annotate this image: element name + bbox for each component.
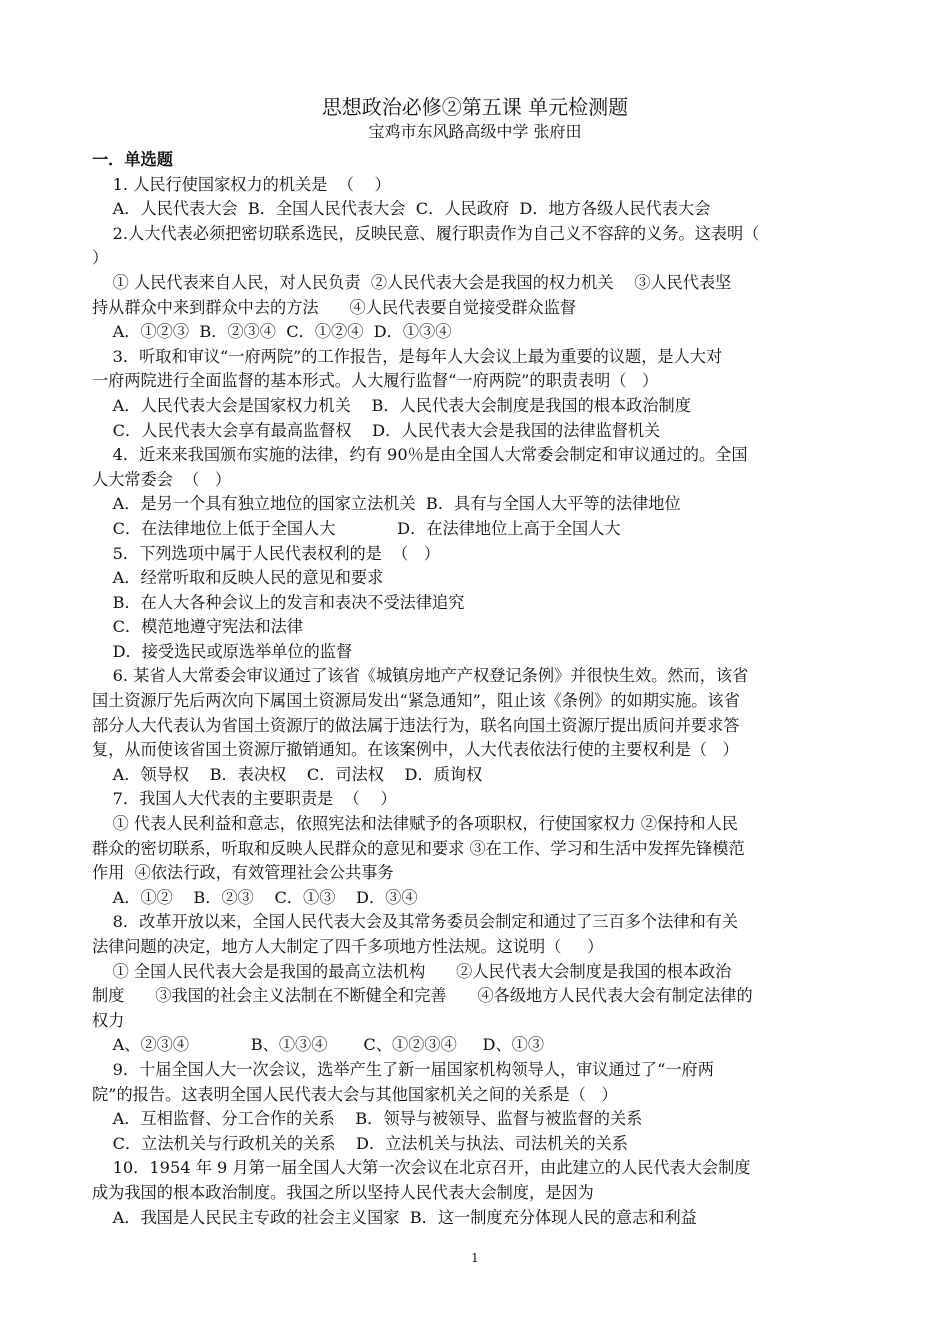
text-line: 1. 人民行使国家权力的机关是 （ ） <box>92 174 391 194</box>
page-number: 1 <box>471 1251 479 1265</box>
text-line: 成为我国的根本政治制度。我国之所以坚持人民代表大会制度，是因为 <box>92 1182 594 1202</box>
text-line: 复，从而使该省国土资源厅撤销通知。在该案例中，人大代表依法行使的主要权利是（ ） <box>92 740 739 760</box>
text-line: A．我国是人民民主专政的社会主义国家 B．这一制度充分体现人民的意志和利益 <box>92 1207 697 1227</box>
text-line: C．在法律地位上低于全国人大 D．在法律地位上高于全国人大 <box>92 518 621 538</box>
text-line: ） <box>92 248 109 268</box>
text-line: B．在人大各种会议上的发言和表决不受法律追究 <box>92 592 465 612</box>
text-line: 部分人大代表认为省国土资源厅的做法属于违法行为，联名向国土资源厅提出质问并要求答 <box>92 715 740 735</box>
text-line: 7．我国人大代表的主要职责是 （ ） <box>92 789 397 809</box>
text-line: 人大常委会 （ ） <box>92 469 232 489</box>
text-line: ① 人民代表来自人民，对人民负责 ②人民代表大会是我国的权力机关 ③人民代表坚 <box>92 272 732 292</box>
text-line: ① 代表人民利益和意志，依照宪法和法律赋予的各项职权，行使国家权力 ②保持和人民 <box>92 814 738 834</box>
text-line: C．立法机关与行政机关的关系 D．立法机关与执法、司法机关的关系 <box>92 1133 628 1153</box>
text-line: C．模范地遵守宪法和法律 <box>92 617 304 637</box>
text-line: A．是另一个具有独立地位的国家立法机关 B．具有与全国人大平等的法律地位 <box>92 494 681 514</box>
document-body <box>92 148 860 1230</box>
text-line: 5．下列选项中属于人民代表权利的是 （ ） <box>92 543 440 563</box>
text-line: 法律问题的决定，地方人大制定了四千多项地方性法规。这说明（ ） <box>92 937 604 956</box>
text-line: 作用 ④依法行政，有效管理社会公共事务 <box>92 863 394 883</box>
text-line: A．人民代表大会是国家权力机关 B．人民代表大会制度是我国的根本政治制度 <box>92 395 691 415</box>
text-line: A．人民代表大会 B．全国人民代表大会 C．人民政府 D．地方各级人民代表大会 <box>92 199 711 219</box>
text-line: 持从群众中来到群众中去的方法 ④人民代表要自觉接受群众监督 <box>92 297 577 317</box>
text-line: D．接受选民或原选举单位的监督 <box>92 641 353 661</box>
text-line: ① 全国人民代表大会是我国的最高立法机构 ②人民代表大会制度是我国的根本政治 <box>92 961 732 981</box>
text-line: 权力 <box>92 1010 125 1030</box>
text-line: 制度 ③我国的社会主义法制在不断健全和完善 ④各级地方人民代表大会有制定法律的 <box>92 986 753 1006</box>
text-line: 8．改革开放以来，全国人民代表大会及其常务委员会制定和通过了三百多个法律和有关 <box>92 912 739 932</box>
page-title: 思想政治必修②第五课 单元检测题 <box>321 95 629 119</box>
text-line: 10．1954 年 9 月第一届全国人大第一次会议在北京召开，由此建立的人民代表大会制度 <box>92 1158 751 1178</box>
text-line: 3．听取和审议“一府两院”的工作报告，是每年人大会议上最为重要的议题，是人大对 <box>92 346 723 366</box>
text-line: 国土资源厅先后两次向下属国土资源局发出“紧急通知”，阻止该《条例》的如期实施。该省 <box>92 691 740 711</box>
text-line: A．①② B．②③ C．①③ D．③④ <box>92 887 418 907</box>
text-line: A．①②③ B．②③④ C．①②④ D．①③④ <box>92 322 452 342</box>
text-line: A．领导权 B．表决权 C．司法权 D．质询权 <box>92 764 483 784</box>
text-line: 9．十届全国人大一次会议，选举产生了新一届国家机构领导人，审议通过了“一府两 <box>92 1059 714 1079</box>
text-line: 2.人大代表必须把密切联系选民，反映民意、履行职责作为自己义不容辞的义务。这表明（ <box>92 223 760 243</box>
text-line: A．互相监督、分工合作的关系 B．领导与被领导、监督与被监督的关系 <box>92 1109 643 1129</box>
page-subtitle: 宝鸡市东风路高级中学 张府田 <box>368 122 582 141</box>
text-line: A．经常听取和反映人民的意见和要求 <box>92 568 384 588</box>
text-line: 群众的密切联系，听取和反映人民群众的意见和要求 ③在工作、学习和生活中发挥先锋模范 <box>92 838 745 858</box>
text-line: 院”的报告。这表明全国人民代表大会与其他国家机关之间的关系是（ ） <box>92 1084 618 1104</box>
text-line: A、②③④ B、①③④ C、①②③④ D、①③ <box>92 1035 545 1055</box>
text-line: 一府两院进行全面监督的基本形式。人大履行监督“一府两院”的职责表明（ ） <box>92 371 659 391</box>
text-line: 4．近来来我国颁布实施的法律，约有 90％是由全国人大常委会制定和审议通过的。全国 <box>92 445 748 465</box>
text-line: C．人民代表大会享有最高监督权 D．人民代表大会是我国的法律监督机关 <box>92 420 661 440</box>
text-line: 6. 某省人大常委会审议通过了该省《城镇房地产产权登记条例》并很快生效。然而，该省 <box>92 666 749 686</box>
section-heading: 一．单选题 <box>92 150 173 169</box>
